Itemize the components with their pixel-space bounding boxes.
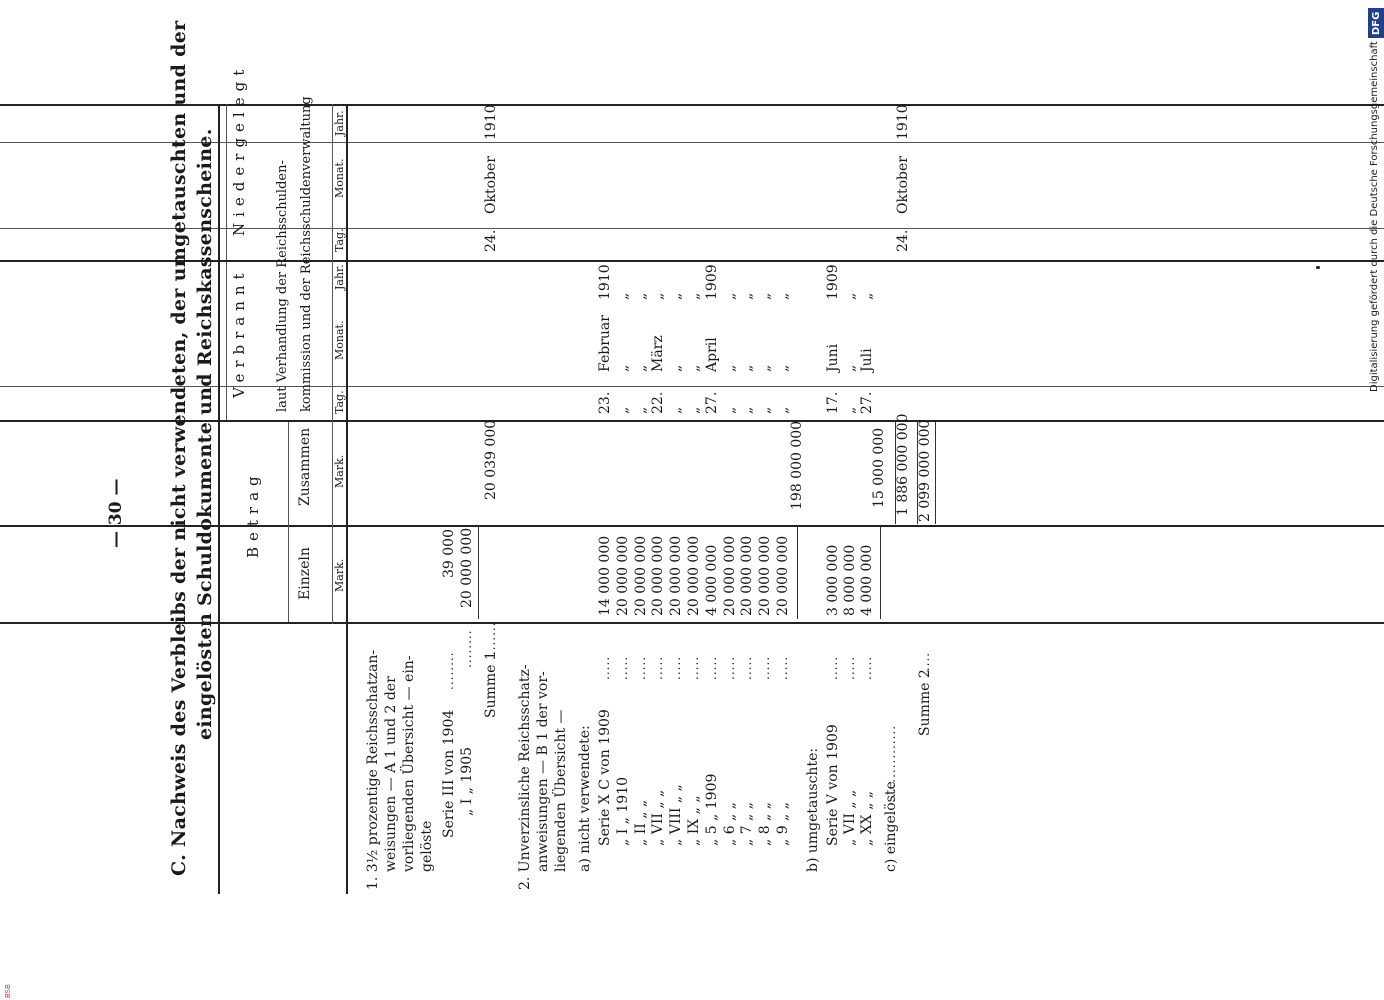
rule-nied-split (226, 104, 227, 260)
row-value: 4 000 000 (703, 544, 720, 616)
row-verbrannt-jahr: 1910 (597, 264, 613, 300)
row-verbrannt-jahr: „ (650, 292, 667, 300)
row-label: „ 7 „ „ (739, 801, 756, 846)
section1-line3: vorliegenden Übersicht — ein- (401, 655, 417, 872)
row-value: 20 000 000 (632, 535, 649, 616)
section2-sum-label: Summe 2 (917, 669, 933, 736)
section1-sum-label: Summe 1 (483, 651, 499, 718)
row-verbrannt-tag: „ (739, 406, 756, 414)
section2-b-label: b) umgetauschte: (805, 747, 821, 872)
row-value: 20 000 000 (614, 535, 631, 616)
rule-header-top (218, 104, 220, 894)
section2-c-total: 1 886 000 000 (895, 413, 911, 516)
section2-sum-dots: ..... (918, 651, 932, 676)
row-label: „ I „ 1910 (614, 776, 631, 846)
row-verbrannt-monat: „ (842, 364, 858, 372)
row-verbrannt-monat: Februar (597, 315, 613, 372)
row-verbrannt-jahr: „ (614, 292, 631, 300)
row-verbrannt-monat: „ (757, 364, 774, 372)
rule-b-total (880, 527, 881, 619)
header-nied-monat: Monat. (333, 158, 346, 198)
row-value: 20 000 000 (775, 535, 791, 616)
row-value: 20 000 000 (668, 535, 685, 616)
row-verbrannt-tag: „ (668, 406, 685, 414)
row-dots: ..... (860, 655, 874, 680)
section1-nied-jahr: 1910 (483, 104, 499, 140)
rule-header-bottom (346, 104, 348, 894)
section2-a-label: a) nicht verwendete: (577, 725, 593, 872)
row-dots: ..... (633, 655, 648, 680)
row-verbrannt-jahr: „ (632, 292, 649, 300)
rule-verbrannt-split (226, 262, 227, 420)
header-verbrannt-monat: Monat. (333, 320, 346, 360)
row-verbrannt-monat: „ (686, 364, 702, 372)
page-title-line1: C. Nachweis des Verbleibs der nicht verwendeten, der umgetauschten und der (168, 20, 190, 876)
section1-line1: 1. 3½ prozentige Reichsschatzan- (365, 649, 381, 890)
row-value: 20 000 000 (686, 535, 702, 616)
row-verbrannt-monat: „ (668, 364, 685, 372)
section2-c-nied-tag: 24. (895, 229, 911, 252)
row-verbrannt-tag: 17. (825, 391, 841, 414)
row-verbrannt-jahr: „ (842, 292, 858, 300)
row-dots: ..... (669, 655, 684, 680)
row-verbrannt-jahr: 1909 (703, 264, 720, 300)
row-value: 20 000 000 (757, 535, 774, 616)
ink-speck (1316, 266, 1320, 269)
row-label: „ 8 „ „ (757, 801, 774, 846)
rule-summe1 (478, 527, 479, 619)
header-verbrannt-sub1: laut Verhandlung der Reichsschulden- (275, 160, 290, 412)
section2-b-total: 15 000 000 (871, 427, 887, 508)
section1-row2-dots: ........ (460, 629, 474, 668)
section2-c-dots: ................ (884, 724, 898, 802)
section1-row2-value: 20 000 000 (459, 527, 475, 608)
row-dots: ..... (843, 655, 857, 680)
row-dots: ..... (598, 655, 612, 680)
row-label: „ II „ „ (632, 799, 649, 846)
row-verbrannt-monat: März (650, 335, 667, 372)
section1-line2: weisungen — A 1 und 2 der (383, 676, 399, 872)
page-title-line2: eingelösten Schuldokumente und Reichskassenscheine. (194, 128, 216, 740)
row-dots: ..... (687, 655, 701, 680)
row-verbrannt-tag: „ (775, 406, 791, 414)
header-nied-jahr: Jahr. (333, 110, 346, 136)
row-verbrannt-tag: 23. (597, 391, 613, 414)
row-label: „ VII „ „ (842, 789, 858, 846)
section1-row1-value: 39 000 (441, 529, 457, 578)
dfg-logo-text: DFG (1371, 11, 1382, 35)
dfg-logo (1368, 8, 1384, 38)
row-label: Serie X C von 1909 (597, 709, 613, 846)
section2-c-nied-jahr: 1910 (895, 104, 911, 140)
row-label: „ 9 „ „ (775, 801, 791, 846)
dfg-credit: Digitalisierung gefördert durch die Deutsche Forschungsgemeinschaft (1369, 41, 1380, 392)
row-dots: ..... (740, 655, 755, 680)
bsb-mark: BSB (4, 984, 12, 998)
row-label: „ XX „ „ (859, 790, 875, 846)
row-value: 14 000 000 (597, 535, 613, 616)
rule-summe2-end (935, 422, 936, 524)
section1-row2-label: „ I „ 1905 (459, 746, 475, 816)
row-dots: ..... (722, 655, 737, 680)
row-label: „ VIII „ „ (668, 784, 685, 846)
row-value: 20 000 000 (650, 535, 667, 616)
row-verbrannt-tag: „ (632, 406, 649, 414)
page-number: — 30 — (106, 478, 126, 548)
row-verbrannt-tag: „ (614, 406, 631, 414)
header-betrag: Betrag (244, 470, 262, 558)
row-verbrannt-tag: 27. (703, 391, 720, 414)
row-verbrannt-jahr: „ (739, 292, 756, 300)
header-zusammen: Zusammen (297, 427, 313, 506)
row-verbrannt-jahr: „ (757, 292, 774, 300)
row-verbrannt-monat: April (703, 337, 720, 372)
row-value: 20 000 000 (721, 535, 738, 616)
row-label: Serie V von 1909 (825, 724, 841, 846)
header-verbrannt-sub2: kommission und der Reichsschuldenverwaltung (299, 96, 314, 412)
rule-betrag-split (288, 422, 289, 622)
row-verbrannt-tag: „ (686, 406, 702, 414)
row-verbrannt-jahr: 1909 (825, 264, 841, 300)
row-dots: ..... (776, 655, 790, 680)
row-value: 3 000 000 (825, 544, 841, 616)
row-verbrannt-monat: Juli (859, 348, 875, 372)
section1-sum-dots: ........ (484, 621, 498, 660)
row-verbrannt-jahr: „ (686, 292, 702, 300)
row-verbrannt-tag: „ (842, 406, 858, 414)
row-dots: ..... (758, 655, 773, 680)
row-verbrannt-jahr: „ (721, 292, 738, 300)
section2-c-label: c) eingelöste (883, 781, 899, 872)
header-verbrannt-tag: Tag. (333, 390, 346, 414)
header-verbrannt-jahr: Jahr. (333, 264, 346, 290)
row-label: „ 5 „ 1909 (703, 773, 720, 846)
header-verbrannt: Verbrannt (230, 267, 248, 398)
row-label: „ IX „ „ (686, 795, 702, 846)
section1-row1-dots: ........ (442, 651, 456, 690)
row-verbrannt-monat: „ (614, 364, 631, 372)
rule-table-left (0, 104, 1384, 106)
row-verbrannt-tag: 27. (859, 391, 875, 414)
row-dots: ..... (651, 655, 666, 680)
section1-nied-monat: Oktober (483, 156, 499, 214)
row-dots: ..... (704, 655, 719, 680)
row-value: 8 000 000 (842, 544, 858, 616)
row-dots: ..... (826, 655, 840, 680)
section2-line1: 2. Unverzinsliche Reichsschatz- (517, 664, 533, 890)
header-niedergelegt: Niedergelegt (230, 63, 248, 236)
header-einzeln-mark: Mark. (333, 558, 346, 592)
row-verbrannt-monat: Juni (825, 343, 841, 372)
section2-sum-value: 2 099 000 000 (917, 419, 933, 522)
row-label: „ VII „ „ (650, 789, 667, 846)
row-verbrannt-monat: „ (721, 364, 738, 372)
section2-line3: liegenden Übersicht — (553, 709, 569, 872)
row-verbrannt-monat: „ (632, 364, 649, 372)
row-verbrannt-monat: „ (775, 364, 791, 372)
header-zusammen-mark: Mark. (333, 454, 346, 488)
rule-a-total (797, 527, 798, 619)
row-value: 20 000 000 (739, 535, 756, 616)
row-verbrannt-monat: „ (739, 364, 756, 372)
section1-nied-tag: 24. (483, 229, 499, 252)
row-verbrannt-jahr: „ (668, 292, 685, 300)
row-value: 4 000 000 (859, 544, 875, 616)
row-verbrannt-tag: 22. (650, 391, 667, 414)
section2-c-nied-monat: Oktober (895, 156, 911, 214)
row-verbrannt-tag: „ (757, 406, 774, 414)
row-label: „ 6 „ „ (721, 801, 738, 846)
section1-sum-value: 20 039 000 (483, 419, 499, 500)
section2-a-total: 198 000 000 (789, 420, 805, 510)
row-dots: ..... (615, 655, 630, 680)
header-nied-tag: Tag. (333, 228, 346, 252)
row-verbrannt-tag: „ (721, 406, 738, 414)
section1-line4: gelöste (419, 820, 435, 872)
section2-line2: anweisungen — B 1 der vor- (535, 671, 551, 872)
row-verbrannt-jahr: „ (859, 292, 875, 300)
row-verbrannt-jahr: „ (775, 292, 791, 300)
section1-row1-label: Serie III von 1904 (441, 709, 457, 838)
header-einzeln: Einzeln (297, 547, 313, 600)
